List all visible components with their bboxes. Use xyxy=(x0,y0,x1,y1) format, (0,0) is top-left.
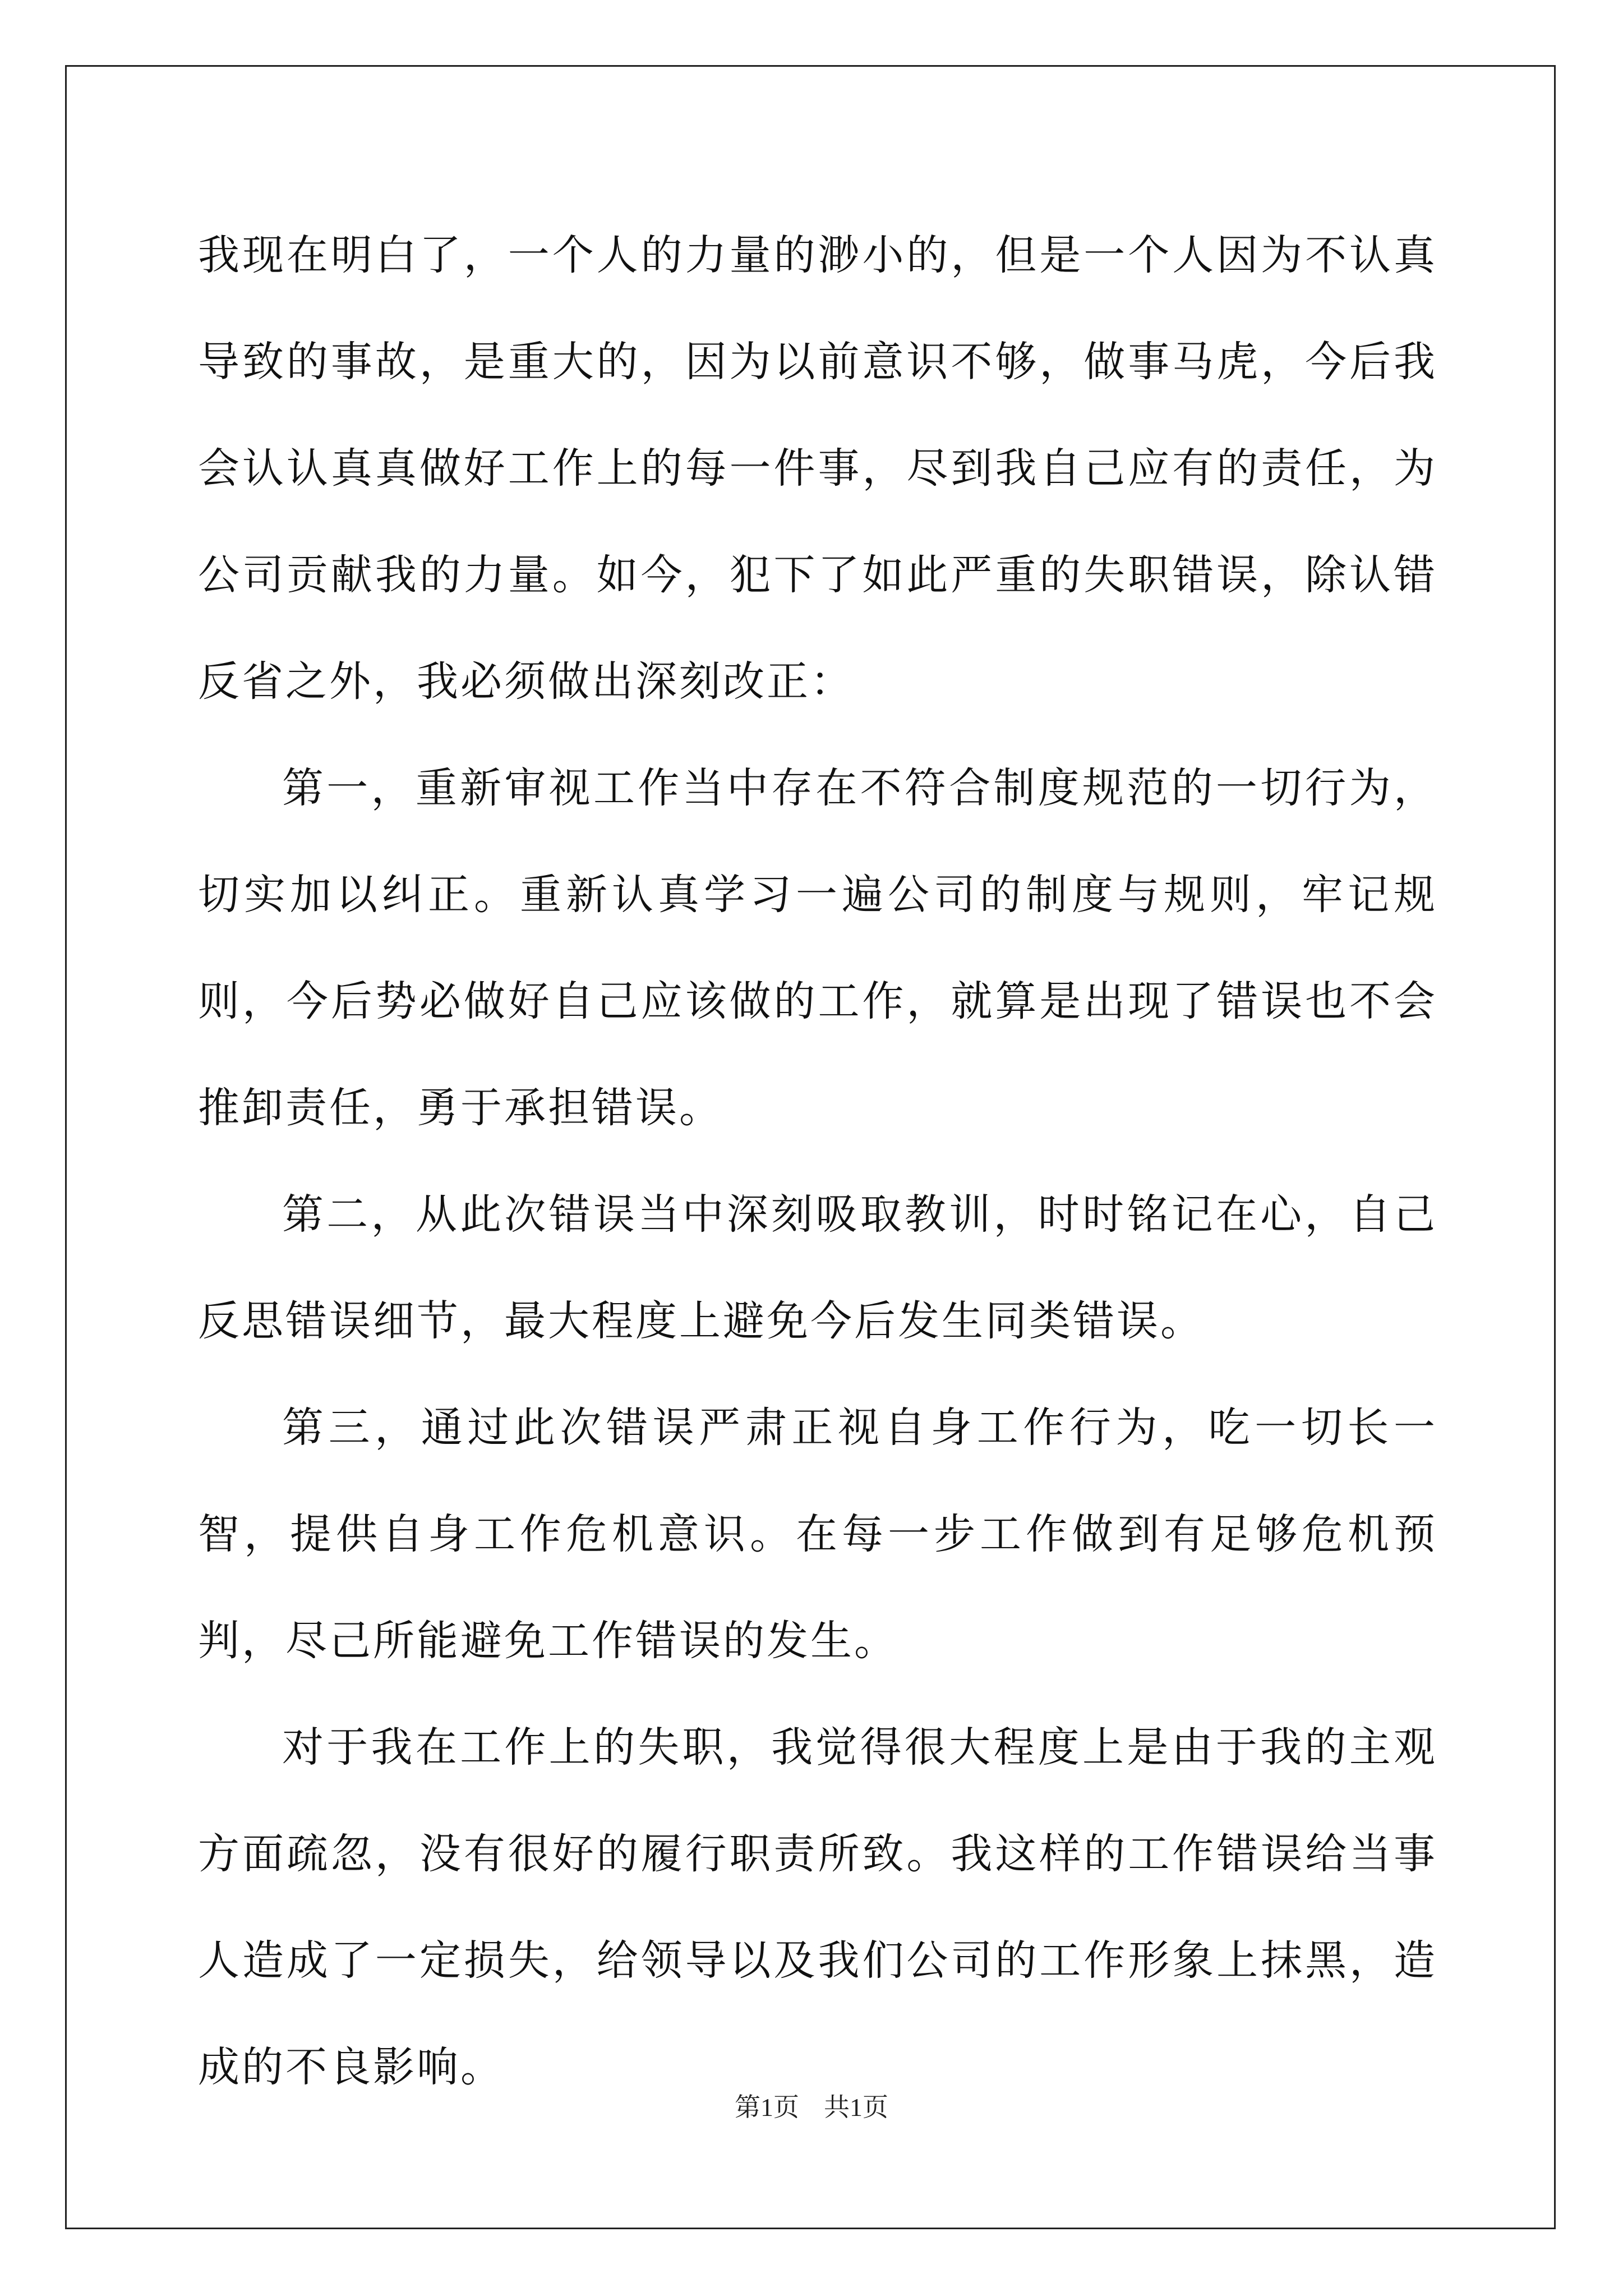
paragraph-intro: 我现在明白了，一个人的力量的渺小的，但是一个人因为不认真导致的事故，是重大的，因为以前意识不够，做事马虎，今后我会认认真真做好工作上的每一件事，尽到我自己应有的责任，为公司贡献我的力量。如今，犯下了如此严重的失职错误，除认错反省之外，我必须做出深刻改正： xyxy=(198,231,1437,706)
paragraph-point-three: 第三，通过此次错误严肃正视自身工作行为，吃一切长一智，提供自身工作危机意识。在每一步工作做到有足够危机预判，尽己所能避免工作错误的发生。 xyxy=(198,1404,1437,1665)
paragraph-conclusion: 对于我在工作上的失职，我觉得很大程度上是由于我的主观方面疏忽，没有很好的履行职责所致。我这样的工作错误给当事人造成了一定损失，给领导以及我们公司的工作形象上抹黑，造成的不良影响。 xyxy=(198,1723,1437,2091)
paragraph-point-two: 第二，从此次错误当中深刻吸取教训，时时铭记在心，自己反思错误细节，最大程度上避免今后发生同类错误。 xyxy=(198,1190,1437,1345)
paragraph-point-one: 第一，重新审视工作当中存在不符合制度规范的一切行为，切实加以纠正。重新认真学习一遍公司的制度与规则，牢记规则，今后势必做好自己应该做的工作，就算是出现了错误也不会推卸责任，勇于承担错误。 xyxy=(198,764,1437,1132)
page-total: 共1页 xyxy=(824,2093,888,2122)
document-body xyxy=(198,202,1437,2120)
page-number: 第1页 xyxy=(735,2093,799,2122)
page-footer xyxy=(0,2087,1623,2124)
